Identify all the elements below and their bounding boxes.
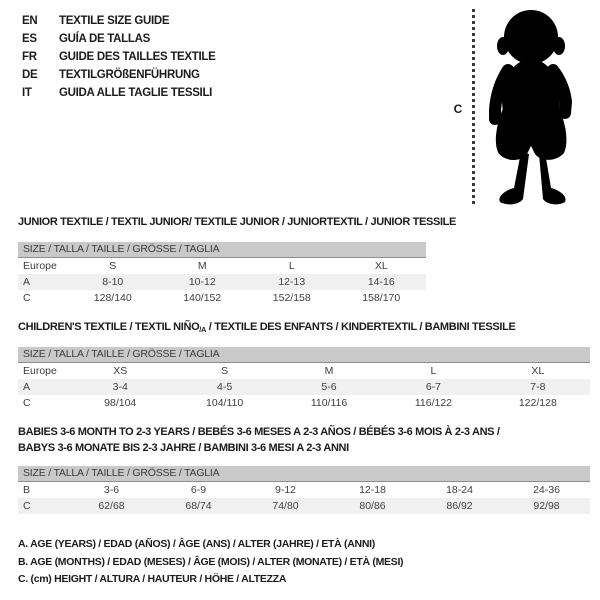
- table-row: Europe S M L XL: [18, 258, 426, 274]
- language-title: TEXTILE SIZE GUIDE: [59, 15, 170, 27]
- language-title: TEXTILGRÖßENFÜHRUNG: [59, 69, 200, 81]
- language-code: FR: [22, 51, 37, 63]
- table-row: B 3-6 6-9 9-12 12-18 18-24 24-36: [18, 482, 590, 498]
- language-item: [22, 30, 216, 48]
- height-dashed-line: [472, 9, 475, 206]
- language-title: GUIDA ALLE TAGLIE TESSILI: [59, 87, 213, 99]
- language-list: [22, 12, 216, 102]
- children-section-title: CHILDREN'S TEXTILE / TEXTIL $NIÑO_{/A}$ / TEXTILE DES ENFANTS / KINDERTEXTIL / BAMBINI TESSILE: [18, 321, 516, 334]
- table-row: A 3-4 4-5 5-6 6-7 7-8: [18, 379, 590, 395]
- language-item: [22, 66, 216, 84]
- language-title: GUÍA DE TALLAS: [59, 33, 150, 45]
- table-row: Europe XS S M L XL: [18, 363, 590, 379]
- height-measure-label: C: [453, 102, 463, 116]
- baby-silhouette-icon: [480, 6, 584, 208]
- row-label: B: [23, 484, 31, 496]
- table-row: C 98/104 104/110 110/116 116/122 122/128: [18, 395, 590, 411]
- row-label: Europe: [23, 365, 57, 377]
- size-header-label: SIZE / TALLA / TAILLE / GRÖSSE / TAGLIA: [23, 243, 220, 255]
- babies-section-title: [18, 424, 500, 456]
- size-header-label: SIZE / TALLA / TAILLE / GRÖSSE / TAGLIA: [23, 348, 220, 360]
- language-code: IT: [22, 87, 32, 99]
- row-label: C: [23, 397, 31, 409]
- children-size-table: [18, 347, 590, 411]
- footnote-a: A. AGE (YEARS) / EDAD (AÑOS) / ÂGE (ANS) / ALTER (JAHRE) / ETÀ (ANNI): [18, 538, 375, 550]
- language-code: ES: [22, 33, 37, 45]
- row-label: A: [23, 276, 31, 288]
- junior-size-table: [18, 242, 426, 306]
- table-row: A 8-10 10-12 12-13 14-16: [18, 274, 426, 290]
- footnotes: [18, 536, 403, 589]
- language-item: [22, 12, 216, 30]
- junior-section-title: JUNIOR TEXTILE / TEXTIL JUNIOR/ TEXTILE JUNIOR / JUNIORTEXTIL / JUNIOR TESSILE: [18, 216, 457, 228]
- language-code: DE: [22, 69, 38, 81]
- subscript-text: /A: [199, 325, 207, 334]
- size-header-bar: [18, 347, 590, 363]
- size-header-bar: [18, 466, 590, 482]
- language-item: [22, 48, 216, 66]
- table-row: C 62/68 68/74 74/80 80/86 86/92 92/98: [18, 498, 590, 514]
- language-title: GUIDE DES TAILLES TEXTILE: [59, 51, 216, 63]
- language-code: EN: [22, 15, 38, 27]
- size-header-bar: [18, 242, 426, 258]
- table-row: C 128/140 140/152 152/158 158/170: [18, 290, 426, 306]
- language-item: [22, 84, 216, 102]
- row-label: Europe: [23, 260, 57, 272]
- babies-title-line2: BABYS 3-6 MONATE BIS 2-3 JAHRE / BAMBINI 3-6 MESI A 2-3 ANNI: [18, 442, 349, 454]
- row-label: C: [23, 292, 31, 304]
- footnote-c: C. (cm) HEIGHT / ALTURA / HAUTEUR / HÖHE / ALTEZZA: [18, 573, 287, 585]
- babies-title-line1: BABIES 3-6 MONTH TO 2-3 YEARS / BEBÉS 3-6 MESES A 2-3 AÑOS / BÉBÉS 3-6 MOIS À 2-3 ANS /: [18, 426, 500, 438]
- row-label: A: [23, 381, 31, 393]
- footnote-b: B. AGE (MONTHS) / EDAD (MESES) / ÂGE (MOIS) / ALTER (MONATE) / ETÀ (MESI): [18, 555, 404, 568]
- babies-size-table: [18, 466, 590, 514]
- row-label: C: [23, 500, 31, 512]
- size-header-label: SIZE / TALLA / TAILLE / GRÖSSE / TAGLIA: [23, 467, 220, 479]
